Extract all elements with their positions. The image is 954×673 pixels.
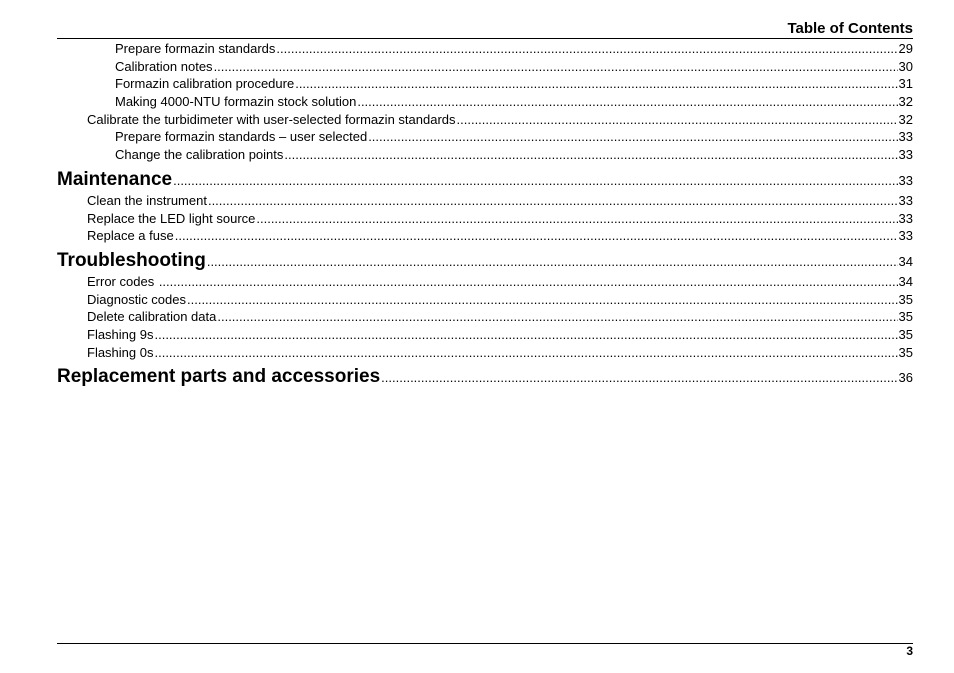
toc-entry-delete-calibration-data[interactable] (57, 308, 913, 326)
toc-page-number: 35 (898, 344, 913, 360)
toc-entry-text: Replace the LED light source (87, 210, 256, 226)
footer-divider (57, 643, 913, 644)
toc-entry-prepare-standards-user-selected[interactable] (57, 128, 913, 146)
toc-page-number: 32 (898, 94, 913, 110)
footer-page-number: 3 (906, 644, 913, 658)
toc-entry-text: Diagnostic codes (87, 291, 186, 307)
toc-entry-clean-instrument[interactable] (57, 192, 913, 210)
header-divider (57, 38, 913, 39)
toc-entry-text: Formazin calibration procedure (115, 76, 295, 92)
toc-page-number: 35 (898, 326, 913, 342)
toc-page-number: 32 (898, 111, 913, 127)
toc-entry-replace-fuse[interactable] (57, 227, 913, 245)
toc-page-number: 36 (898, 370, 913, 386)
toc-entry-calibrate-user-selected[interactable] (57, 111, 913, 129)
toc-entry-text: Flashing 0s (87, 344, 154, 360)
toc-entry-text: Error codes (87, 273, 158, 289)
toc-section-replacement-parts[interactable] (57, 365, 913, 389)
toc-page-number: 31 (898, 76, 913, 92)
toc-entry-formazin-calibration-procedure[interactable] (57, 75, 913, 93)
dot-leader (175, 227, 898, 245)
toc-page-number: 35 (898, 309, 913, 325)
toc-page-number: 29 (898, 41, 913, 56)
toc-page-number: 33 (898, 129, 913, 145)
toc-entry-text: Calibrate the turbidimeter with user-selected formazin standards (87, 111, 456, 127)
toc-entry-text: Making 4000-NTU formazin stock solution (115, 94, 357, 110)
toc-page-number: 35 (898, 291, 913, 307)
toc-page-number: 33 (898, 228, 913, 244)
toc-entry-text: Prepare formazin standards – user selected (115, 129, 368, 145)
dot-leader (154, 326, 897, 344)
toc-page-number: 33 (898, 210, 913, 226)
toc-section-heading: Maintenance (57, 168, 173, 190)
table-of-contents (57, 40, 913, 389)
toc-entry-change-calibration-points[interactable] (57, 146, 913, 164)
dot-leader (187, 291, 898, 309)
dot-leader (457, 111, 898, 129)
toc-page-number: 30 (898, 58, 913, 74)
toc-entry-making-stock-solution[interactable] (57, 93, 913, 111)
dot-leader (357, 93, 897, 111)
dot-leader (173, 169, 897, 193)
dot-leader (284, 146, 897, 164)
dot-leader (276, 40, 897, 58)
dot-leader (207, 250, 898, 274)
toc-section-heading: Replacement parts and accessories (57, 366, 381, 388)
toc-entry-flashing-0s[interactable] (57, 344, 913, 362)
toc-entry-text: Replace a fuse (87, 228, 174, 244)
toc-page-number: 34 (898, 273, 913, 289)
toc-section-troubleshooting[interactable] (57, 249, 913, 273)
dot-leader (368, 128, 897, 146)
toc-entry-text: Change the calibration points (115, 147, 284, 163)
toc-entry-text: Flashing 9s (87, 326, 154, 342)
dot-leader (159, 273, 898, 291)
toc-entry-text: Clean the instrument (87, 192, 207, 208)
toc-page-number: 33 (898, 147, 913, 163)
toc-section-maintenance[interactable] (57, 168, 913, 192)
dot-leader (214, 58, 898, 76)
toc-entry-replace-led[interactable] (57, 210, 913, 228)
dot-leader (381, 366, 897, 390)
dot-leader (217, 308, 897, 326)
toc-entry-text: Prepare formazin standards (115, 41, 276, 56)
dot-leader (208, 192, 898, 210)
toc-page-number: 33 (898, 172, 913, 188)
toc-entry-prepare-formazin-standards[interactable] (57, 40, 913, 58)
dot-leader (256, 210, 897, 228)
toc-entry-text: Delete calibration data (87, 309, 217, 325)
dot-leader (154, 344, 897, 362)
toc-section-heading: Troubleshooting (57, 249, 206, 271)
toc-entry-diagnostic-codes[interactable] (57, 291, 913, 309)
toc-entry-error-codes[interactable] (57, 273, 913, 291)
dot-leader (295, 75, 897, 93)
toc-entry-text: Calibration notes (115, 58, 213, 74)
header-title: Table of Contents (787, 20, 913, 37)
toc-page-number: 34 (898, 253, 913, 269)
toc-entry-flashing-9s[interactable] (57, 326, 913, 344)
toc-page-number: 33 (898, 192, 913, 208)
toc-entry-calibration-notes[interactable] (57, 58, 913, 76)
